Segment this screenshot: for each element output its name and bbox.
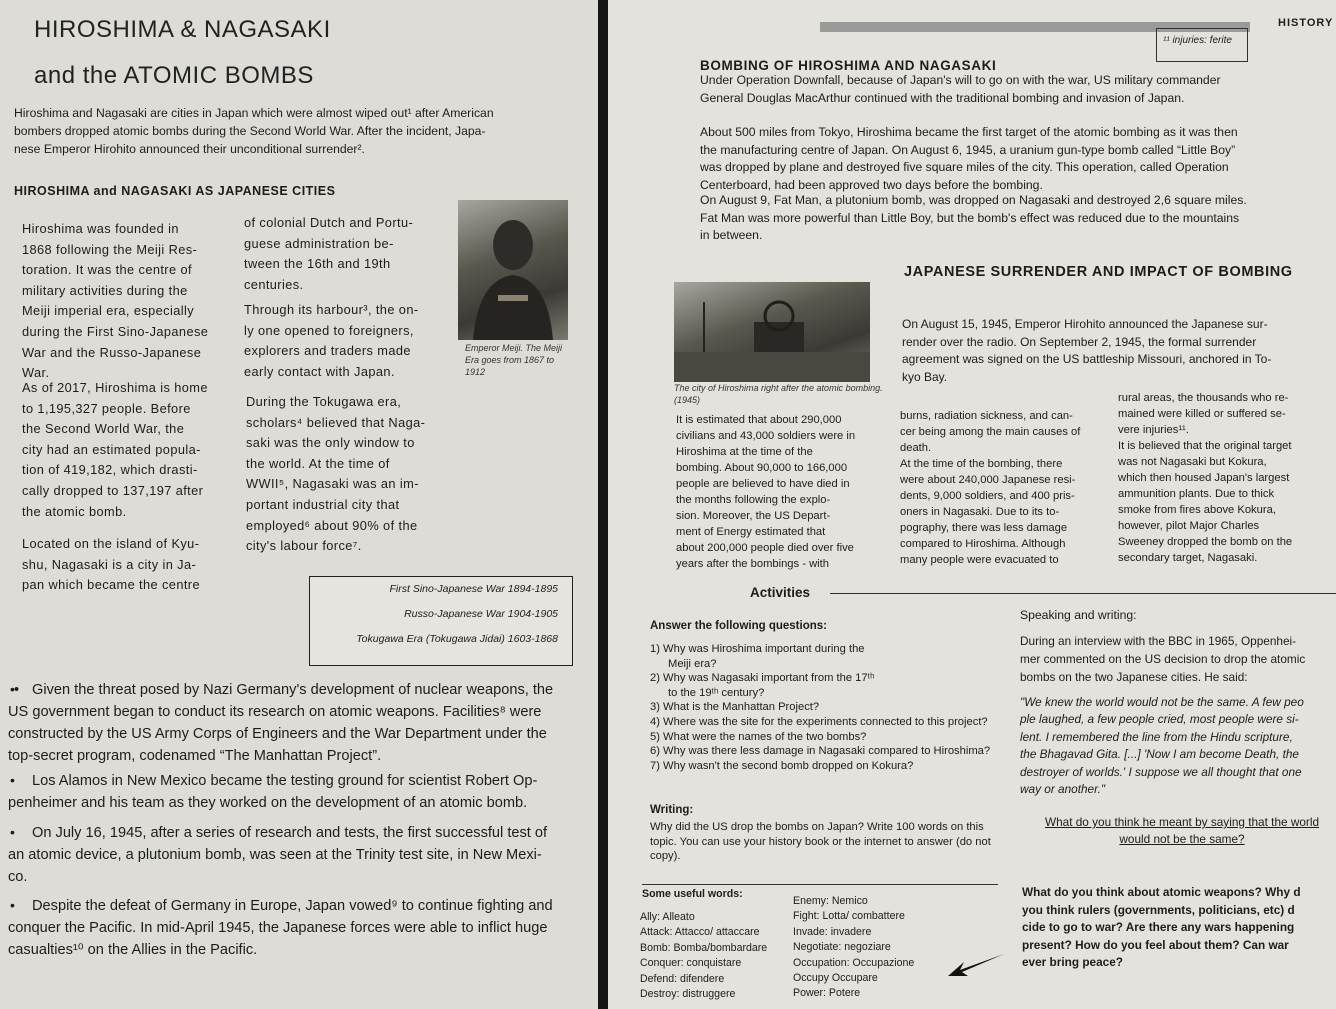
intro-paragraph: Hiroshima and Nagasaki are cities in Japan which were almost wiped out¹ after American bombers dropped atomic bombs during the Second World War. After the incident, Japa- nese Emperor Hirohito announced their unconditional surrender². bbox=[14, 106, 494, 156]
emperor-caption: Emperor Meiji. The Meiji Era goes from 1867 to 1912 bbox=[465, 343, 563, 377]
column-1-population: As of 2017, Hiroshima is home to 1,195,327 people. Before the Second World War, the city had an estimated popula- tion of 419,182, which drasti- cally dropped to 137,197 after the atomic bomb. bbox=[22, 380, 208, 519]
final-questions: What do you think about atomic weapons? Why d you think rulers (governments, politicians, etc) d cide to go to war? Are there any wars happening present? How do you feel about them? Can war ever bring peace? bbox=[1022, 885, 1301, 970]
bullet-manhattan-project: Given the threat posed by Nazi Germany's development of nuclear weapons, the US government began to conduct its research on atomic weapons. Facilities⁸ were constructed by the US Army Corps of Engineers and the War Department under the top-secret program, codenamed “The Manhattan Project”. bbox=[8, 682, 554, 764]
column-2-colonial: of colonial Dutch and Portu- guese administration be- tween the 16th and 19th centuries. bbox=[244, 215, 414, 292]
bullet-los-alamos: Los Alamos in New Mexico became the testing ground for scientist Robert Op- penheimer and his team as they worked on the development of an atomic bomb. bbox=[8, 773, 538, 811]
impact-column-3: rural areas, the thousands who re- mained were killed or suffered se- vere injuries¹¹. It is believed that the original target was not Nagasaki but Kokura, which then housed Japan's largest ammunition plants. Due to thick smoke from fires above Kokura, however, pilot Major Charles Sweeney dropped the bomb on the secondary target, Nagasaki. bbox=[1118, 392, 1293, 564]
ruins-caption: The city of Hiroshima right after the atomic bombing. (1945) bbox=[674, 383, 883, 405]
arrow-icon bbox=[946, 950, 1006, 985]
oppenheimer-quote: "We knew the world would not be the same. A few peo ple laughed, a few people cried, most people were si- lent. I remembered the line from the Hindu scripture, the Bhagavad Gita. [...] 'Now I am become Death, the destroyer of worlds.' I suppose we all thought that one way or another." bbox=[1020, 695, 1304, 797]
impact-column-1: It is estimated that about 290,000 civilians and 43,000 soldiers were in Hiroshima at the time of the bombing. About 90,000 to 166,000 people are believed to have died in the months following the explo- sion. Moreover, the US Depart- ment of Energy estimated that about 200,000 people died over five years after the bombings - with bbox=[676, 414, 856, 570]
history-tag: HISTORY bbox=[1278, 17, 1334, 29]
meaning-question: What do you think he meant by saying that the world would not be the same? bbox=[1044, 815, 1320, 846]
bullet-dot-4: • bbox=[10, 897, 15, 913]
impact-column-2: burns, radiation sickness, and can- cer being among the main causes of death. At the time of the bombing, there were about 240,000 Japanese resi- dents, 9,000 soldiers, and 400 pris- oners in Nagasaki. Due to its to- pography, there was less damage compared to Hiroshima. Although many people were evacuated to bbox=[900, 410, 1081, 566]
operation-downfall-paragraph: Under Operation Downfall, because of Japan's will to go on with the war, US military commander General Douglas MacArthur continued with the traditional bombing and invasion of Japan. bbox=[700, 73, 1221, 105]
words-rule bbox=[642, 884, 998, 885]
little-boy-paragraph: About 500 miles from Tokyo, Hiroshima became the first target of the atomic bombing as it was then the manufacturing centre of Japan. On August 6, 1945, a uranium gun-type bomb called “Little Boy” was dropped by plane and destroyed five square miles of the city. This operation, called Operation Centerboard, had been approved two days before the bombing. bbox=[700, 125, 1238, 192]
column-1-hiroshima: Hiroshima was founded in 1868 following the Meiji Res- toration. It was the centre of military activities during the Meiji imperial era, especially during the First Sino-Japanese War and the Russo-Japanese War. bbox=[22, 221, 209, 381]
injuries-note: ¹¹ injuries: ferite bbox=[1156, 28, 1248, 62]
left-page bbox=[0, 0, 598, 1009]
bullet-dot-3: • bbox=[10, 824, 15, 840]
surrender-heading: JAPANESE SURRENDER AND IMPACT OF BOMBING bbox=[904, 264, 1293, 280]
page-gap bbox=[598, 0, 608, 1009]
hiroshima-ruins-photo bbox=[674, 282, 870, 382]
fat-man-paragraph: On August 9, Fat Man, a plutonium bomb, was dropped on Nagasaki and destroyed 2,6 square miles. Fat Man was more powerful than Little Boy, but the bomb's effect was reduced due to the mountains in between. bbox=[700, 193, 1247, 243]
bullet-dot-2: • bbox=[10, 772, 15, 788]
words-heading: Some useful words: bbox=[642, 888, 743, 900]
column-2-harbour: Through its harbour³, the on- ly one opened to foreigners, explorers and traders made early contact with Japan. bbox=[244, 302, 419, 379]
column-2-tokugawa: During the Tokugawa era, scholars⁴ believed that Naga- saki was the only window to the world. At the time of WWII⁵, Nagasaki was an im- portant industrial city that employed⁶ about 90% of the city's labour force⁷. bbox=[246, 394, 426, 554]
activities-heading: Activities bbox=[750, 585, 811, 600]
surrender-paragraph: On August 15, 1945, Emperor Hirohito announced the Japanese sur- render over the radio. On September 2, 1945, the formal surrender agreement was signed on the US battleship Missouri, anchored in To- kyo Bay. bbox=[902, 317, 1272, 384]
writing-heading: Writing: bbox=[650, 804, 694, 816]
timeline-box: First Sino-Japanese War 1894-1895 Russo-Japanese War 1904-1905 Tokugawa Era (Tokugawa Jidai) 1603-1868 bbox=[309, 576, 573, 666]
words-left-list: Ally: Alleato Attack: Attacco/ attaccare Bomb: Bomba/bombardare Conquer: conquistare Defend: difendere Destroy: distruggere bbox=[640, 911, 768, 1001]
emperor-meiji-photo bbox=[458, 200, 568, 340]
section-heading: HIROSHIMA and NAGASAKI AS JAPANESE CITIES bbox=[14, 184, 336, 198]
dome-ruins-icon bbox=[674, 282, 870, 382]
words-right-list: Enemy: Nemico Fight: Lotta/ combattere Invade: invadere Negotiate: negoziare Occupation: Occupazione Occupy Occupare Power: Potere bbox=[793, 895, 915, 1000]
title-line-2: and the ATOMIC BOMBS bbox=[34, 62, 314, 89]
portrait-icon bbox=[458, 200, 568, 340]
bombing-heading: BOMBING OF HIROSHIMA AND NAGASAKI bbox=[700, 58, 997, 73]
right-page bbox=[608, 0, 1336, 1009]
answer-heading: Answer the following questions: bbox=[650, 620, 827, 632]
question-list: 1) Why was Hiroshima important during the Meiji era? 2) Why was Nagasaki important from the 17ᵗʰ to the 19ᵗʰ century? 3) What is the Manhattan Project? 4) Where was the site for the experiments connected to this project? 5) What were the names of the two bombs? 6) Why was there less damage in Nagasaki compared to Hiroshima? 7) Why wasn't the second bomb dropped on Kokura? bbox=[650, 643, 991, 772]
title-line-1: HIROSHIMA & NAGASAKI bbox=[34, 16, 331, 43]
activities-rule bbox=[830, 593, 1336, 594]
speaking-intro: During an interview with the BBC in 1965, Oppenhei- mer commented on the US decision to drop the atomic bombs on the two Japanese cities. He said: bbox=[1020, 634, 1306, 684]
writing-prompt: Why did the US drop the bombs on Japan? Write 100 words on this topic. You can use your history book or the internet to answer (do not copy). bbox=[650, 821, 991, 863]
speaking-heading: Speaking and writing: bbox=[1020, 608, 1137, 622]
bullet-japan-vowed: Despite the defeat of Germany in Europe, Japan vowed⁹ to continue fighting and conquer the Pacific. In mid-April 1945, the Japanese forces were able to inflict huge casualties¹⁰ on the Allies in the Pacific. bbox=[8, 898, 553, 958]
bullet-dot-1: • bbox=[10, 681, 15, 697]
bullet-trinity-test: On July 16, 1945, after a series of research and tests, the first successful test of an atomic device, a plutonium bomb, was seen at the Trinity test site, in New Mexi- co. bbox=[8, 825, 548, 885]
column-1-nagasaki: Located on the island of Kyu- shu, Nagasaki is a city in Ja- pan which became the centre bbox=[22, 536, 200, 593]
